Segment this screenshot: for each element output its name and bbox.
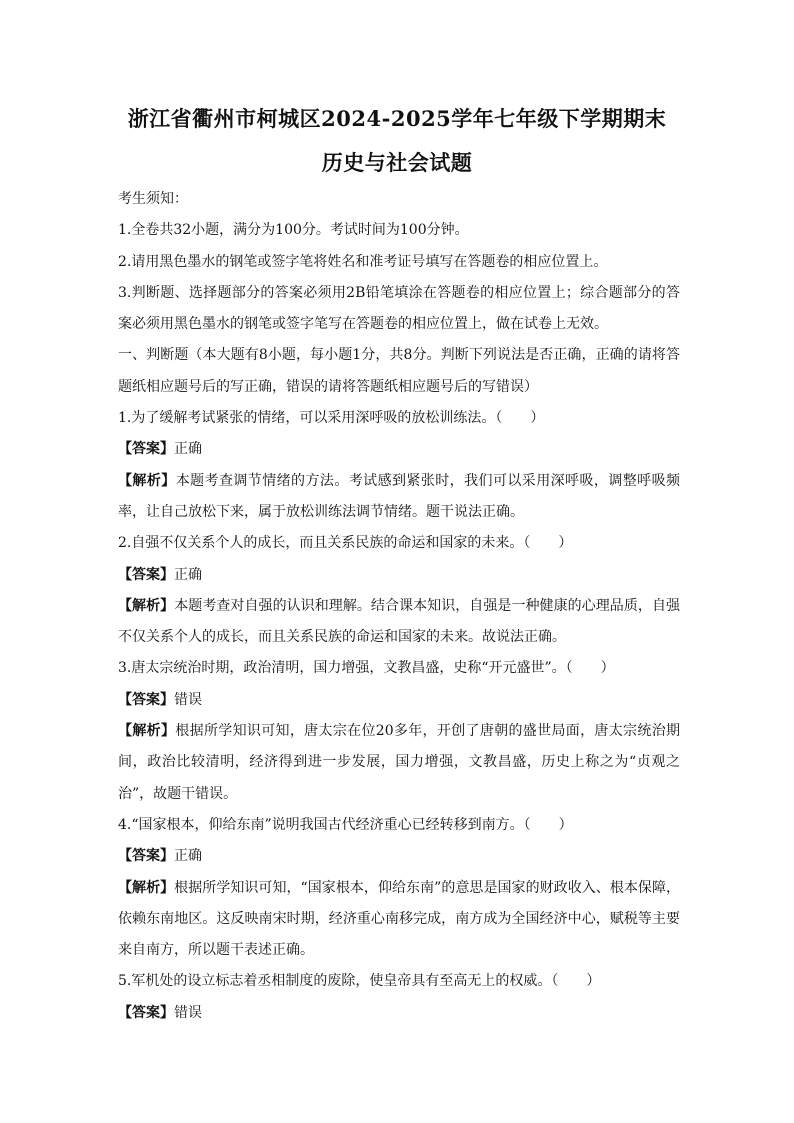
answer-label: 【答案】 xyxy=(118,566,174,583)
analysis-text: 根据所学知识可知，“国家根本，仰给东南”的意思是国家的财政收入、根本保障，依赖东南地区。这反映南宋时期，经济重心南移完成，南方成为全国经济中心，赋税等主要来自南方，所以题干表述正确。 xyxy=(118,879,681,959)
answer-label: 【答案】 xyxy=(118,441,174,458)
analysis-label: 【解析】 xyxy=(118,597,175,614)
answer-line xyxy=(118,434,680,465)
analysis-text: 本题考查对自强的认识和理解。结合课本知识，自强是一种健康的心理品质，自强不仅关系个人的成长，而且关系民族的命运和国家的未来。故说法正确。 xyxy=(118,597,681,646)
analysis-text: 根据所学知识可知，唐太宗在位20多年，开创了唐朝的盛世局面，唐太宗统治期间，政治比较清明，经济得到进一步发展，国力增强，文教昌盛，历史上称之为“贞观之治”，故题干错误。 xyxy=(118,723,681,802)
answer-label: 【答案】 xyxy=(118,1004,174,1021)
answer-line xyxy=(118,560,680,591)
section-heading: 一、判断题（本大题有8小题，每小题1分，共8分。判断下列说法是否正确，正确的请将答题纸相应题号后的写正确，错误的请将答题纸相应题号后的写错误） xyxy=(118,347,680,395)
question-stem: 1.为了缓解考试紧张的情绪，可以采用深呼吸的放松训练法。（ ） xyxy=(118,410,545,427)
analysis-line xyxy=(118,873,680,967)
answer-label: 【答案】 xyxy=(118,848,174,865)
answer-value: 错误 xyxy=(174,691,202,708)
question-stem: 2.自强不仅关系个人的成长，而且关系民族的命运和国家的未来。（ ） xyxy=(118,535,573,552)
question-stem: 5.军机处的设立标志着丞相制度的废除，使皇帝具有至高无上的权威。（ ） xyxy=(118,973,601,990)
exam-title: 浙江省衢州市柯城区2024-2025学年七年级下学期期末 xyxy=(127,106,667,131)
answer-line xyxy=(118,998,680,1029)
question-stem: 3.唐太宗统治时期，政治清明，国力增强，文教昌盛，史称“开元盛世”。（ ） xyxy=(118,660,615,677)
exam-subtitle: 历史与社会试题 xyxy=(321,150,473,175)
answer-value: 错误 xyxy=(174,1004,202,1021)
analysis-label: 【解析】 xyxy=(118,879,175,896)
analysis-label: 【解析】 xyxy=(118,723,176,740)
notice-item: 1.全卷共32小题，满分为100分。考试时间为100分钟。 xyxy=(118,222,469,239)
analysis-text: 本题考查调节情绪的方法。考试感到紧张时，我们可以采用深呼吸，调整呼吸频率，让自己放松下来，属于放松训练法调节情绪。题干说法正确。 xyxy=(118,472,681,520)
answer-value: 正确 xyxy=(174,848,202,865)
analysis-label: 【解析】 xyxy=(118,472,176,489)
question-stem: 4.“国家根本，仰给东南”说明我国古代经济重心已经转移到南方。（ ） xyxy=(118,816,573,833)
answer-value: 正确 xyxy=(174,441,202,458)
answer-line xyxy=(118,841,680,872)
notice-item: 2.请用黑色墨水的钢笔或签字笔将姓名和准考证号填写在答题卷的相应位置上。 xyxy=(118,253,608,270)
analysis-line xyxy=(118,466,680,529)
analysis-line xyxy=(118,591,680,654)
analysis-line xyxy=(118,716,680,810)
exam-content xyxy=(118,184,680,1029)
answer-label: 【答案】 xyxy=(118,691,174,708)
answer-line xyxy=(118,685,680,716)
notice-heading: 考生须知： xyxy=(118,191,188,207)
notice-item: 3.判断题、选择题部分的答案必须用2B铅笔填涂在答题卷的相应位置上；综合题部分的答案必须用黑色墨水的钢笔或签字笔写在答题卷的相应位置上，做在试卷上无效。 xyxy=(118,284,680,333)
answer-value: 正确 xyxy=(174,566,202,583)
